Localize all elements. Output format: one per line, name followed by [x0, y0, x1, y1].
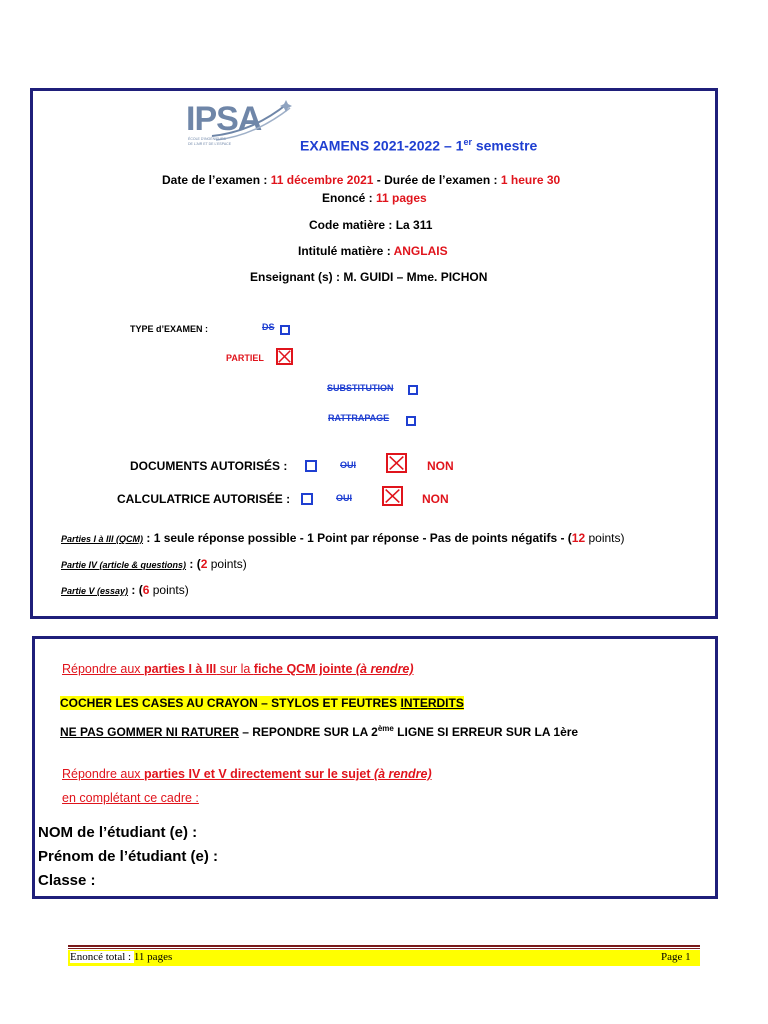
exam-duration: 1 heure 30	[500, 173, 561, 187]
documents-oui-checkbox[interactable]	[305, 457, 317, 475]
enseignant-line: Enseignant (s) : M. GUIDI – Mme. PICHON	[250, 270, 488, 284]
calculatrice-oui-checkbox[interactable]	[301, 490, 313, 508]
scoring-part-2: Partie IV (article & questions) : (2 points)	[61, 557, 247, 571]
svg-text:ÉCOLE D'INGÉNIEURS: ÉCOLE D'INGÉNIEURS	[188, 137, 226, 141]
student-class-label: Classe :	[38, 872, 96, 889]
svg-text:DE L'AIR ET DE L'ESPACE: DE L'AIR ET DE L'ESPACE	[188, 142, 232, 146]
calculatrice-non-checked-box[interactable]	[382, 486, 403, 506]
footer-page-number: Page 1	[661, 951, 691, 963]
instruction-gommer: NE PAS GOMMER NI RATURER – REPONDRE SUR LA 2ème LIGNE SI ERREUR SUR LA 1ère	[60, 724, 579, 739]
student-firstname-label: Prénom de l’étudiant (e) :	[38, 848, 219, 865]
footer-rule-thin	[68, 948, 700, 949]
documents-label: DOCUMENTS AUTORISÉS :	[130, 459, 288, 473]
scoring-part-3: Partie V (essay) : (6 points)	[61, 583, 189, 597]
instruction-qcm: Répondre aux parties I à III sur la fiche QCM jointe (à rendre)	[62, 662, 414, 676]
calculatrice-label: CALCULATRICE AUTORISÉE :	[117, 492, 291, 506]
rattrapage-checkbox[interactable]	[406, 412, 416, 430]
enonce-line: Enoncé : 11 pages	[322, 191, 427, 205]
exam-type-partiel: PARTIEL	[226, 353, 264, 363]
partiel-checked-box[interactable]	[276, 348, 293, 365]
substitution-checkbox[interactable]	[408, 381, 418, 399]
ds-checkbox[interactable]	[280, 321, 290, 339]
code-matiere: Code matière : La 311	[309, 218, 433, 232]
svg-text:IPSA: IPSA	[186, 100, 262, 138]
exam-date: 11 décembre 2021	[270, 173, 374, 187]
calculatrice-non: NON	[422, 492, 449, 506]
exam-date-line: Date de l’examen : 11 décembre 2021 - Durée de l’examen : 1 heure 30	[162, 173, 561, 187]
instruction-cadre: en complétant ce cadre :	[62, 791, 199, 805]
exam-type-substitution: SUBSTITUTION	[327, 383, 394, 393]
intitule-matiere: Intitulé matière : ANGLAIS	[298, 244, 448, 258]
documents-non: NON	[427, 459, 454, 473]
exam-type-rattrapage: RATTRAPAGE	[328, 413, 390, 423]
instruction-crayon: COCHER LES CASES AU CRAYON – STYLOS ET FEUTRES INTERDITS	[60, 696, 464, 710]
scoring-part-1: Parties I à III (QCM) : 1 seule réponse possible - 1 Point par réponse - Pas de points négatifs - (12 points)	[61, 531, 625, 545]
instruction-sujet: Répondre aux parties IV et V directement sur le sujet (à rendre)	[62, 767, 432, 781]
footer-rule	[68, 945, 700, 947]
footer-total-pages: Enoncé total : 11 pages	[70, 951, 173, 963]
documents-non-checked-box[interactable]	[386, 453, 407, 473]
documents-oui: OUI	[340, 460, 357, 470]
exam-title: EXAMENS 2021-2022 – 1er semestre	[300, 137, 538, 154]
student-name-label: NOM de l’étudiant (e) :	[38, 824, 198, 841]
ipsa-logo	[182, 92, 294, 150]
calculatrice-oui: OUI	[336, 493, 353, 503]
exam-type-label: TYPE d’EXAMEN :	[130, 324, 209, 334]
exam-type-ds: DS	[262, 322, 275, 332]
